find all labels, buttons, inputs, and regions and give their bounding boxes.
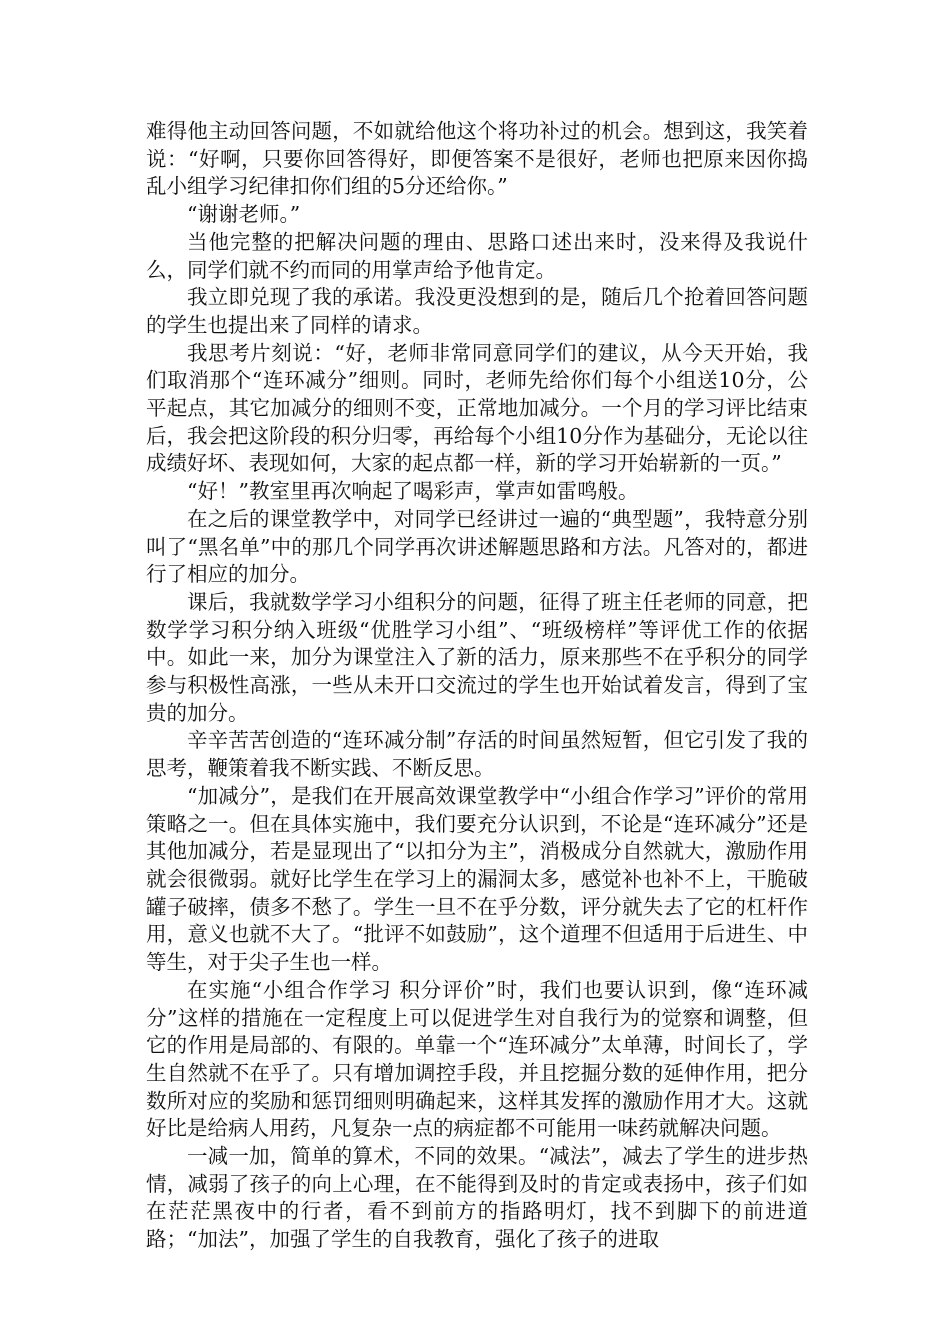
- paragraph-continued: 难得他主动回答问题，不如就给他这个将功补过的机会。想到这，我笑着说：“好啊，只要你回答得好，即便答案不是很好，老师也把原来因你捣乱小组学习纪律扣你们组的5分还给你。”: [146, 119, 808, 199]
- paragraph: 一减一加，简单的算术，不同的效果。“减法”，减去了学生的进步热情，减弱了孩子的向上心理，在不能得到及时的肯定或表扬中，孩子们如在茫茫黑夜中的行者，看不到前方的指路明灯，找不到脚下的前进道路；“加法”，加强了学生的自我教育，强化了孩子的进取: [146, 1144, 808, 1252]
- paragraph: 当他完整的把解决问题的理由、思路口述出来时，没来得及我说什么，同学们就不约而同的用掌声给予他肯定。: [146, 229, 808, 282]
- paragraph: 在之后的课堂教学中，对同学已经讲过一遍的“典型题”，我特意分别叫了“黑名单”中的那几个同学再次讲述解题思路和方法。凡答对的，都进行了相应的加分。: [146, 506, 808, 587]
- paragraph: “好！”教室里再次响起了喝彩声，掌声如雷鸣般。: [187, 479, 639, 504]
- paragraph: 课后，我就数学学习小组积分的问题，征得了班主任老师的同意，把数学学习积分纳入班级“优胜学习小组”、“班级榜样”等评优工作的依据中。如此一来，加分为课堂注入了新的活力，原来那些不在乎积分的同学参与积极性高涨，一些从未开口交流过的学生也开始试着发言，得到了宝贵的加分。: [146, 589, 808, 725]
- paragraph: 在实施“小组合作学习 积分评价”时，我们也要认识到，像“连环减分”这样的措施在一定程度上可以促进学生对自我行为的觉察和调整，但它的作用是局部的、有限的。单靠一个“连环减分”太单薄，时间长了，学生自然就不在乎了。只有增加调控手段，并且挖掘分数的延伸作用，把分数所对应的奖励和惩罚细则明确起来，这样其发挥的激励作用才大。这就好比是给病人用药，凡复杂一点的病症都不可能用一味药就解决问题。: [146, 977, 808, 1141]
- paragraph: 辛辛苦苦创造的“连环减分制”存活的时间虽然短暂，但它引发了我的思考，鞭策着我不断实践、不断反思。: [146, 728, 808, 781]
- paragraph: 我立即兑现了我的承诺。我没更没想到的是，随后几个抢着回答问题的学生也提出来了同样的请求。: [146, 285, 808, 337]
- paragraph: 我思考片刻说：“好，老师非常同意同学们的建议，从今天开始，我们取消那个“连环减分”细则。同时，老师先给你们每个小组送10分，公平起点，其它加减分的细则不变，正常地加减分。一个月的学习评比结束后，我会把这阶段的积分归零，再给每个小组10分作为基础分，无论以往成绩好坏、表现如何，大家的起点都一样，新的学习开始崭新的一页。”: [146, 340, 808, 476]
- body-text: [146, 118, 808, 1254]
- paragraph-quote-thanks: “谢谢老师。”: [187, 202, 301, 227]
- paragraph: “加减分”，是我们在开展高效课堂教学中“小组合作学习”评价的常用策略之一。但在具体实施中，我们要充分认识到，不论是“连环减分”还是其他加减分，若是显现出了“以扣分为主”，消极成分自然就大，激励作用就会很微弱。就好比学生在学习上的漏洞太多，感觉补也补不上，干脆破罐子破摔，债多不愁了。学生一旦不在乎分数，评分就失去了它的杠杆作用，意义也就不大了。“批评不如鼓励”，这个道理不但适用于后进生、中等生，对于尖子生也一样。: [146, 783, 808, 975]
